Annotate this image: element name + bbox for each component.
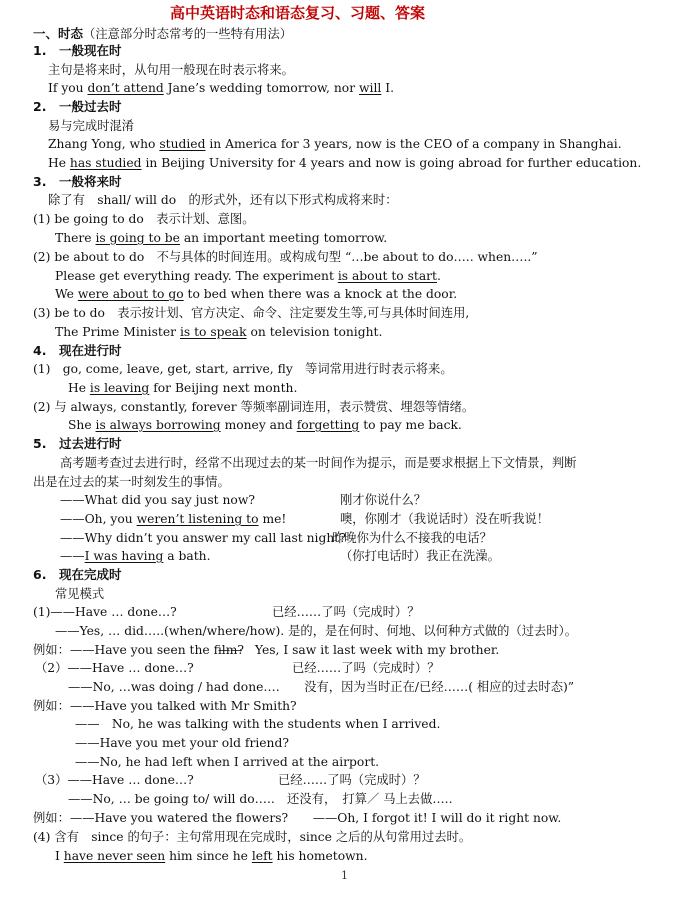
- text-line: [33, 604, 177, 620]
- text-segment: （2）——Have … done…?: [35, 661, 194, 675]
- text-line: [55, 230, 387, 246]
- text-line: [68, 791, 453, 807]
- text-line: [55, 268, 441, 284]
- text-segment: I.: [381, 81, 395, 95]
- text-segment: He: [48, 156, 70, 170]
- text-segment: .: [437, 269, 441, 283]
- underlined-text: weren’t listening to: [136, 512, 259, 526]
- text-line: [48, 136, 622, 152]
- text-line: [33, 305, 469, 321]
- text-line: [60, 548, 210, 564]
- text-line: [278, 772, 426, 788]
- text-segment: ——What did you say just now?: [60, 493, 255, 507]
- text-segment: She: [68, 418, 96, 432]
- underlined-text: forgetting: [296, 418, 360, 432]
- text-segment: He: [68, 381, 90, 395]
- text-segment: (1) be going to do 表示计划、意图。: [33, 212, 255, 226]
- text-segment: ——No, he had left when I arrived at the airport.: [75, 755, 380, 769]
- text-line: [68, 380, 297, 396]
- document-title: 高中英语时态和语态复习、习题、答案: [170, 4, 426, 22]
- text-line: [292, 660, 440, 676]
- text-segment: to pay me back.: [359, 418, 462, 432]
- text-segment: 已经……了吗（完成时）？: [272, 605, 420, 619]
- text-segment: 昨晚你为什么不接我的电话？: [332, 531, 492, 545]
- underlined-text: have never seen: [63, 849, 166, 863]
- text-line: [33, 829, 471, 845]
- text-line: [55, 586, 104, 602]
- underlined-text: is going to be: [95, 231, 180, 245]
- text-line: [33, 249, 538, 265]
- underlined-text: were about to go: [77, 287, 184, 301]
- text-segment: (2) 与 always, constantly, forever 等频率副词连用，表示赞赏、埋怨等情绪。: [33, 400, 475, 414]
- text-segment: 例如：——Have you seen the film?: [33, 643, 244, 657]
- underlined-text: left: [251, 849, 273, 863]
- text-segment: 易与完成时混淆: [48, 119, 135, 133]
- text-segment: (1)——Have … done…?: [33, 605, 177, 619]
- text-line: [60, 492, 255, 508]
- text-segment: If you: [48, 81, 88, 95]
- text-line: [33, 436, 121, 452]
- text-line: [60, 511, 286, 527]
- text-segment: (4) 含有 since 的句子：主句常用现在完成时，since 之后的从句常用过去时。: [33, 830, 472, 844]
- text-segment: The Prime Minister: [55, 325, 180, 339]
- text-segment: ——Have you met your old friend?: [75, 736, 289, 750]
- text-line: [33, 174, 121, 190]
- underlined-text: don’t attend: [87, 81, 164, 95]
- text-segment: to bed when there was a knock at the door.: [183, 287, 458, 301]
- text-segment: 主句是将来时，从句用一般现在时表示将来。: [48, 63, 294, 77]
- text-segment: ——: [60, 549, 85, 563]
- text-segment: money and: [220, 418, 297, 432]
- text-segment: ——Oh, you: [60, 512, 137, 526]
- section-heading: 2. 一般过去时: [33, 99, 122, 114]
- text-line: [55, 848, 368, 864]
- underlined-text: is leaving: [89, 381, 150, 395]
- text-segment: (1) go, come, leave, get, start, arrive, fly 等词常用进行时表示将来。: [33, 362, 453, 376]
- text-line: [33, 343, 121, 359]
- underlined-text: I was having: [84, 549, 164, 563]
- text-segment: 刚才你说什么？: [340, 493, 427, 507]
- text-line: [340, 492, 426, 508]
- text-segment: in Beijing University for 4 years and now is going abroad for further education.: [141, 156, 642, 170]
- text-line: [48, 155, 641, 171]
- text-segment: 常见模式: [55, 587, 105, 601]
- underlined-text: has studied: [69, 156, 142, 170]
- text-segment: 例如：——Have you talked with Mr Smith?: [33, 699, 297, 713]
- text-segment: （注意部分时态常考的一些特有用法）: [83, 27, 293, 41]
- text-segment: 高考题考查过去进行时，经常不出现过去的某一时间作为提示，而是要求根据上下文情景，判断: [60, 456, 577, 470]
- text-segment: on television tonight.: [246, 325, 383, 339]
- text-line: [55, 324, 382, 340]
- text-line: [33, 26, 292, 42]
- underlined-text: is always borrowing: [95, 418, 221, 432]
- text-segment: him since he: [165, 849, 252, 863]
- text-line: [48, 118, 134, 134]
- text-line: [33, 399, 474, 415]
- text-line: [75, 735, 289, 751]
- text-line: [33, 474, 230, 490]
- underlined-text: studied: [159, 137, 206, 151]
- text-line: [332, 530, 492, 546]
- text-segment: ——Why didn’t you answer my call last night?: [60, 531, 346, 545]
- text-line: [48, 62, 294, 78]
- text-segment: Please get everything ready. The experiment: [55, 269, 338, 283]
- text-line: [33, 99, 121, 115]
- text-segment: (3) be to do 表示按计划、官方决定、命令、注定要发生等,可与具体时间连用,: [33, 306, 470, 320]
- text-line: [60, 455, 576, 471]
- text-segment: 已经……了吗（完成时）？: [278, 773, 426, 787]
- text-line: [33, 698, 297, 714]
- text-segment: for Beijing next month.: [149, 381, 298, 395]
- text-line: [55, 623, 577, 639]
- text-segment: Zhang Yong, who: [48, 137, 160, 151]
- text-line: [33, 642, 244, 658]
- text-segment: in America for 3 years, now is the CEO of a company in Shanghai.: [205, 137, 622, 151]
- text-segment: 出是在过去的某一时刻发生的事情。: [33, 475, 230, 489]
- text-segment: his hometown.: [272, 849, 368, 863]
- section-heading: 3. 一般将来时: [33, 174, 122, 189]
- text-line: [48, 80, 394, 96]
- text-segment: We: [55, 287, 78, 301]
- text-line: [35, 772, 194, 788]
- text-segment: 除了有 shall/ will do 的形式外，还有以下形式构成将来时：: [48, 193, 398, 207]
- text-line: [340, 548, 500, 564]
- section-heading: 1. 一般现在时: [33, 43, 122, 58]
- section-heading: 6. 现在完成时: [33, 567, 122, 582]
- section-heading: 5. 过去进行时: [33, 436, 122, 451]
- text-segment: me!: [258, 512, 287, 526]
- text-line: [340, 511, 549, 527]
- text-line: [218, 642, 499, 658]
- section-heading: 4. 现在进行时: [33, 343, 122, 358]
- text-segment: 例如：——Have you watered the flowers? ——Oh, I forgot it! I will do it right now.: [33, 811, 562, 825]
- text-line: [75, 716, 440, 732]
- text-line: [48, 192, 398, 208]
- text-segment: ——No, … be going to/ will do….. 还没有， 打算／ 马上去做…..: [68, 792, 453, 806]
- text-segment: Jane’s wedding tomorrow, nor: [163, 81, 359, 95]
- text-segment: （3）——Have … done…?: [35, 773, 194, 787]
- text-line: [33, 43, 121, 59]
- text-segment: a bath.: [163, 549, 211, 563]
- text-segment: I: [55, 849, 64, 863]
- text-segment: 噢，你刚才（我说话时）没在听我说！: [340, 512, 550, 526]
- underlined-text: is about to start: [337, 269, 437, 283]
- text-segment: an important meeting tomorrow.: [179, 231, 388, 245]
- text-line: [33, 567, 121, 583]
- text-line: [68, 679, 574, 695]
- text-line: [272, 604, 420, 620]
- text-segment: ——No, …was doing / had done…. 没有，因为当时正在/已经……( 相应的过去时态)”: [68, 680, 575, 694]
- text-line: [55, 286, 457, 302]
- text-line: [33, 810, 561, 826]
- underlined-text: will: [359, 81, 382, 95]
- text-line: [35, 660, 194, 676]
- page-number: 1: [341, 869, 348, 882]
- text-line: [33, 361, 453, 377]
- text-segment: （你打电话时）我正在洗澡。: [340, 549, 500, 563]
- text-segment: —— No, he was talking with the students when I arrived.: [75, 717, 441, 731]
- text-segment: 已经……了吗（完成时）？: [292, 661, 440, 675]
- text-segment: ——Yes, … did…..(when/where/how). 是的，是在何时、何地、以何种方式做的（过去时）。: [55, 624, 578, 638]
- text-line: [75, 754, 379, 770]
- text-segment: —— Yes, I saw it last week with my brother.: [218, 643, 500, 657]
- section-heading: 一、时态: [33, 26, 84, 41]
- text-line: [68, 417, 462, 433]
- text-line: [60, 530, 346, 546]
- text-line: [33, 211, 255, 227]
- text-segment: (2) be about to do 不与具体的时间连用。或构成句型 “…be about to do….. when…..”: [33, 250, 538, 264]
- text-segment: There: [55, 231, 96, 245]
- underlined-text: is to speak: [179, 325, 247, 339]
